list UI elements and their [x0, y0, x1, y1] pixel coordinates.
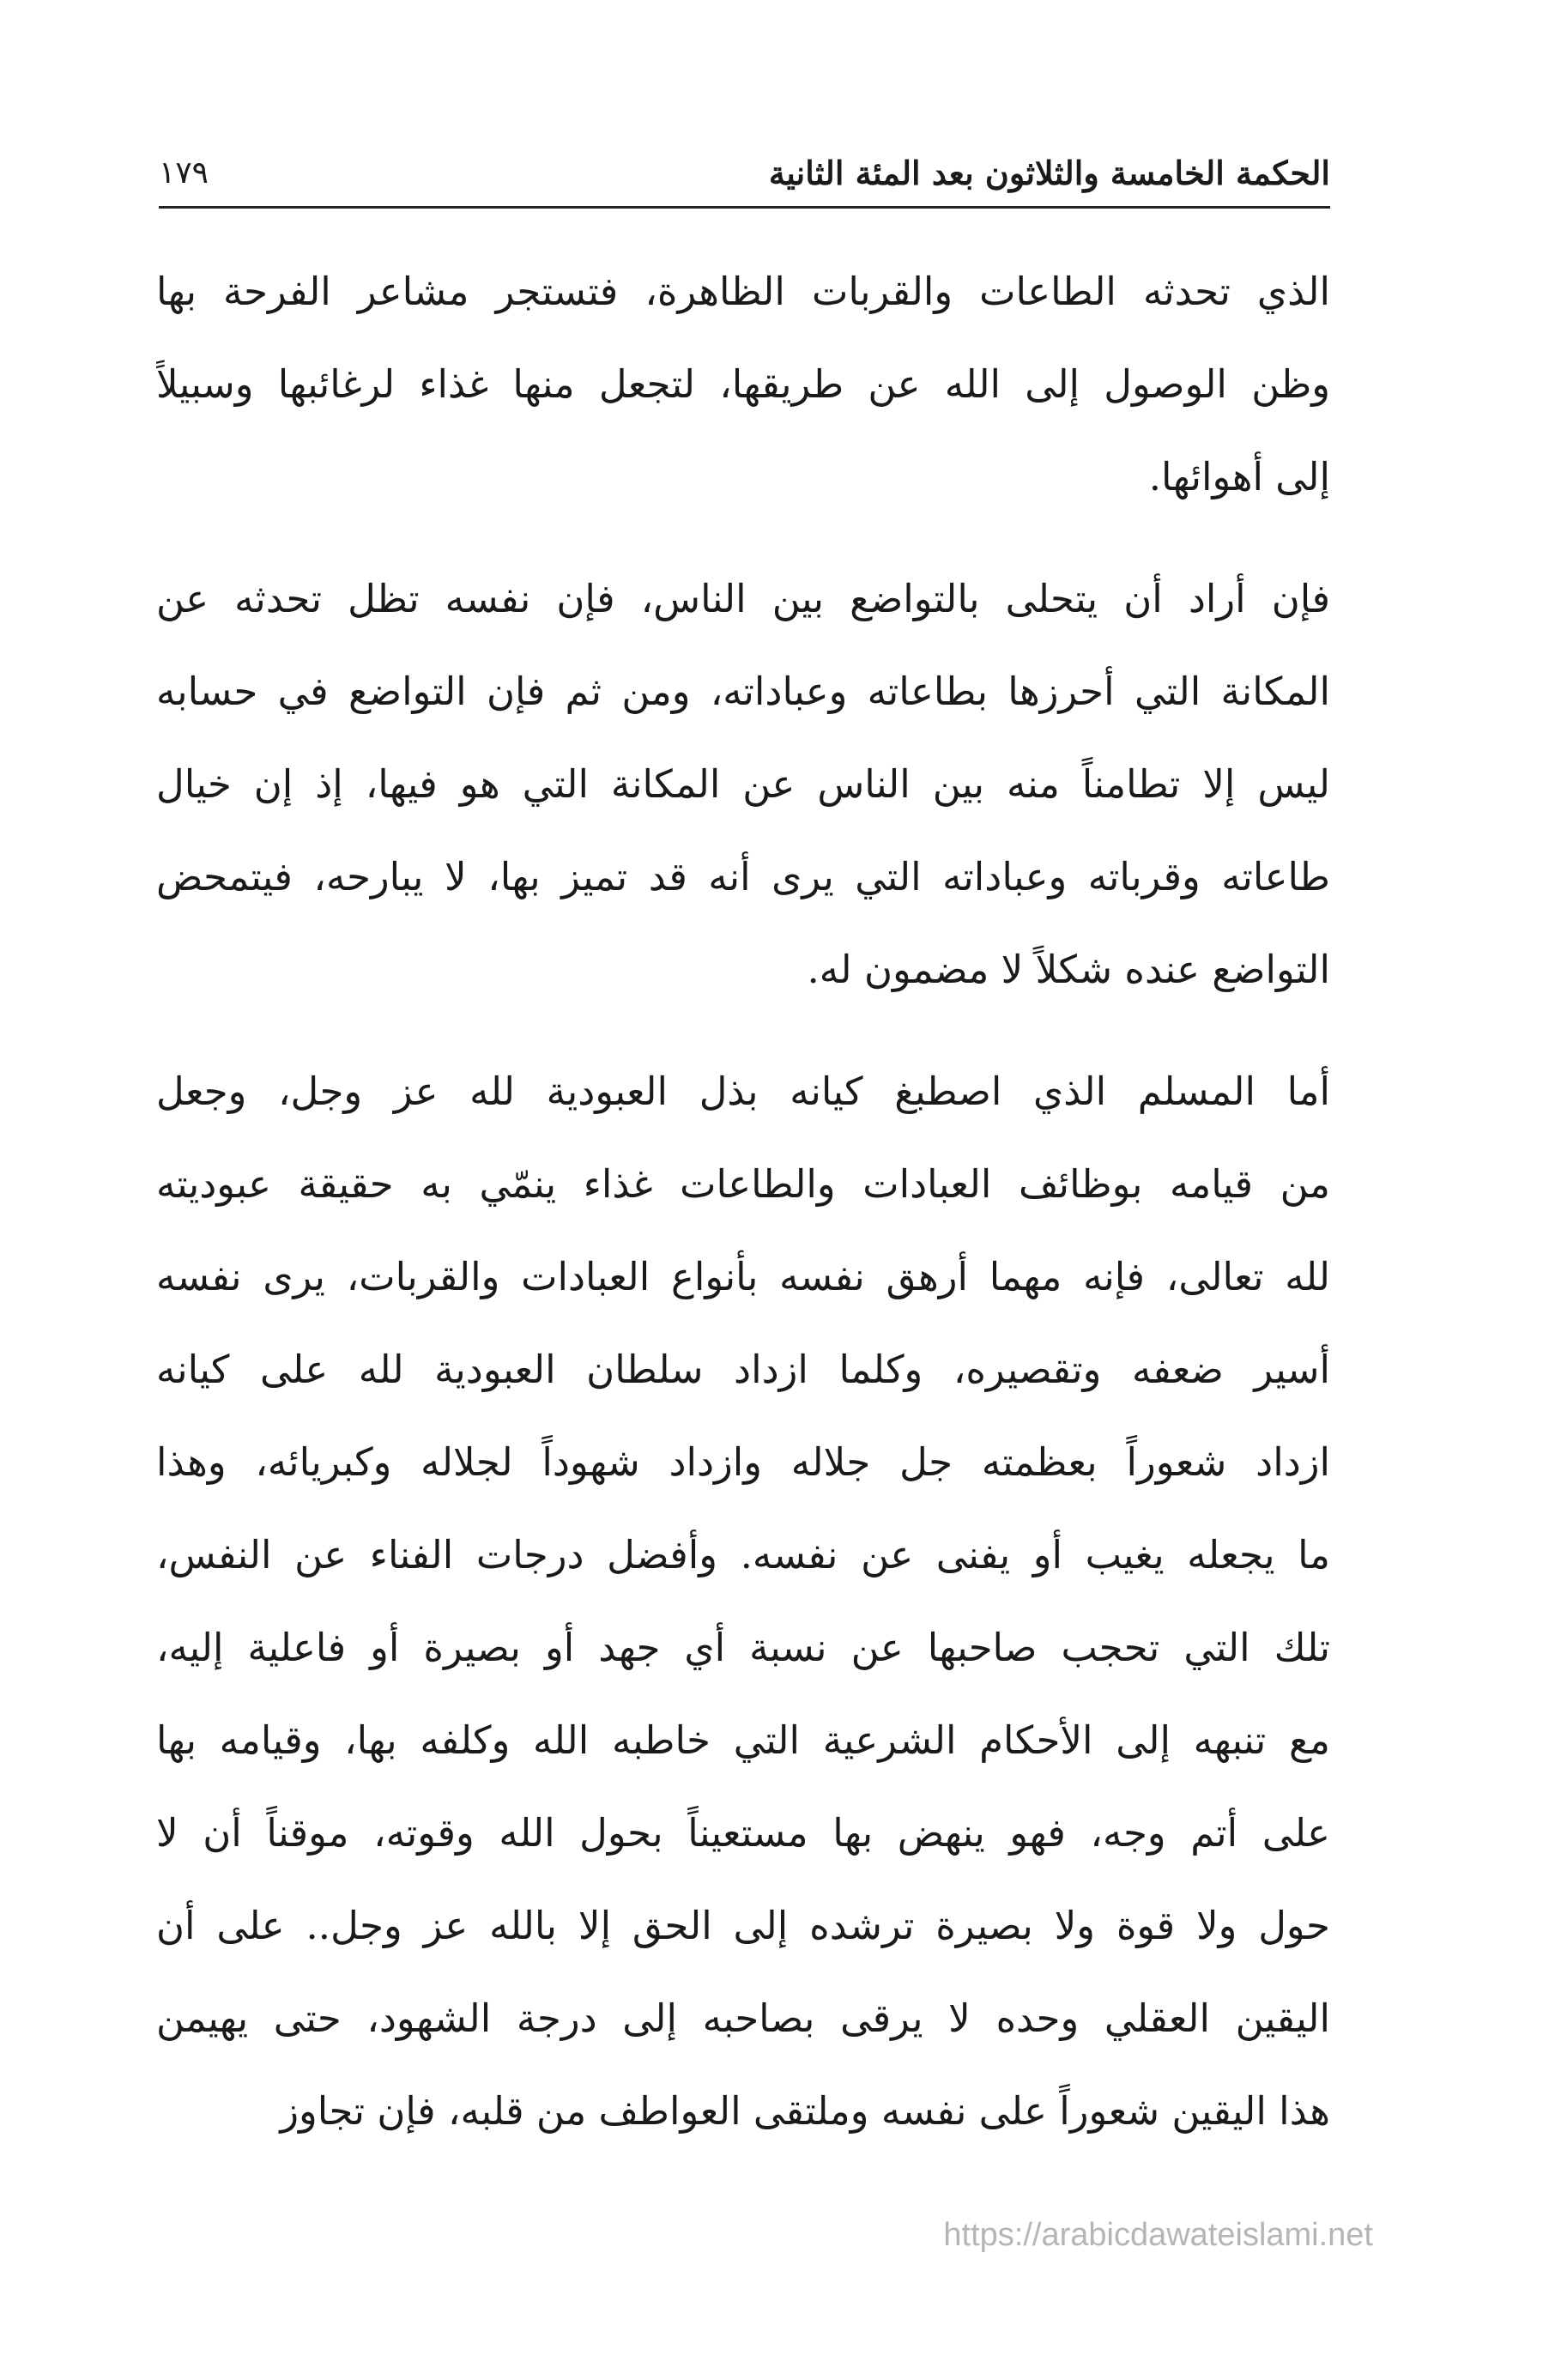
- text-line: ازداد شعوراً بعظمته جل جلاله وازداد شهوداً لجلاله وكبريائه، وهذا: [156, 1439, 1330, 1485]
- text-line: أسير ضعفه وتقصيره، وكلما ازداد سلطان العبودية لله على كيانه: [156, 1347, 1330, 1392]
- text-line: فإن أراد أن يتحلى بالتواضع بين الناس، فإن نفسه تظل تحدثه عن: [156, 576, 1330, 621]
- text-line: المكانة التي أحرزها بطاعاته وعباداته، ومن ثم فإن التواضع في حسابه: [156, 669, 1330, 714]
- text-line: هذا اليقين شعوراً على نفسه وملتقى العواطف من قلبه، فإن تجاوز: [280, 2088, 1330, 2134]
- text-line: التواضع عنده شكلاً لا مضمون له.: [807, 947, 1330, 992]
- watermark-url: https://arabicdawateislami.net: [943, 2217, 1373, 2253]
- text-line: مع تنبهه إلى الأحكام الشرعية التي خاطبه الله وكلفه بها، وقيامه بها: [156, 1717, 1330, 1763]
- text-line: أما المسلم الذي اصطبغ كيانه بذل العبودية لله عز وجل، وجعل: [156, 1069, 1330, 1114]
- text-line: على أتم وجه، فهو ينهض بها مستعيناً بحول الله وقوته، موقناً أن لا: [156, 1810, 1330, 1856]
- text-line: ما يجعله يغيب أو يفنى عن نفسه. وأفضل درجات الفناء عن النفس،: [156, 1532, 1330, 1578]
- page-number: ١٧٩: [159, 155, 209, 191]
- text-line: تلك التي تحجب صاحبها عن نسبة أي جهد أو بصيرة أو فاعلية إليه،: [156, 1625, 1330, 1670]
- header-rule: [159, 206, 1330, 209]
- paragraph: [156, 553, 1330, 1016]
- text-body: [156, 245, 1330, 2158]
- text-line: طاعاته وقرباته وعباداته التي يرى أنه قد تميز بها، لا يبارحه، فيتمحض: [156, 854, 1330, 899]
- text-line: إلى أهوائها.: [1148, 454, 1330, 500]
- paragraph: [156, 1045, 1330, 2158]
- text-line: ليس إلا تطامناً منه بين الناس عن المكانة التي هو فيها، إذ إن خيال: [156, 761, 1330, 807]
- text-line: وظن الوصول إلى الله عن طريقها، لتجعل منها غذاء لرغائبها وسبيلاً: [156, 361, 1330, 407]
- running-title: الحكمة الخامسة والثلاثون بعد المئة الثانية: [768, 154, 1330, 192]
- text-line: اليقين العقلي وحده لا يرقى بصاحبه إلى درجة الشهود، حتى يهيمن: [156, 1995, 1330, 2041]
- text-line: من قيامه بوظائف العبادات والطاعات غذاء ينمّي به حقيقة عبوديته: [156, 1161, 1330, 1207]
- paragraph: [156, 245, 1330, 524]
- text-line: حول ولا قوة ولا بصيرة ترشده إلى الحق إلا بالله عز وجل.. على أن: [156, 1903, 1330, 1948]
- page-header: [159, 148, 1330, 199]
- text-line: لله تعالى، فإنه مهما أرهق نفسه بأنواع العبادات والقربات، يرى نفسه: [156, 1254, 1330, 1299]
- text-line: الذي تحدثه الطاعات والقربات الظاهرة، فتستجر مشاعر الفرحة بها: [156, 269, 1330, 314]
